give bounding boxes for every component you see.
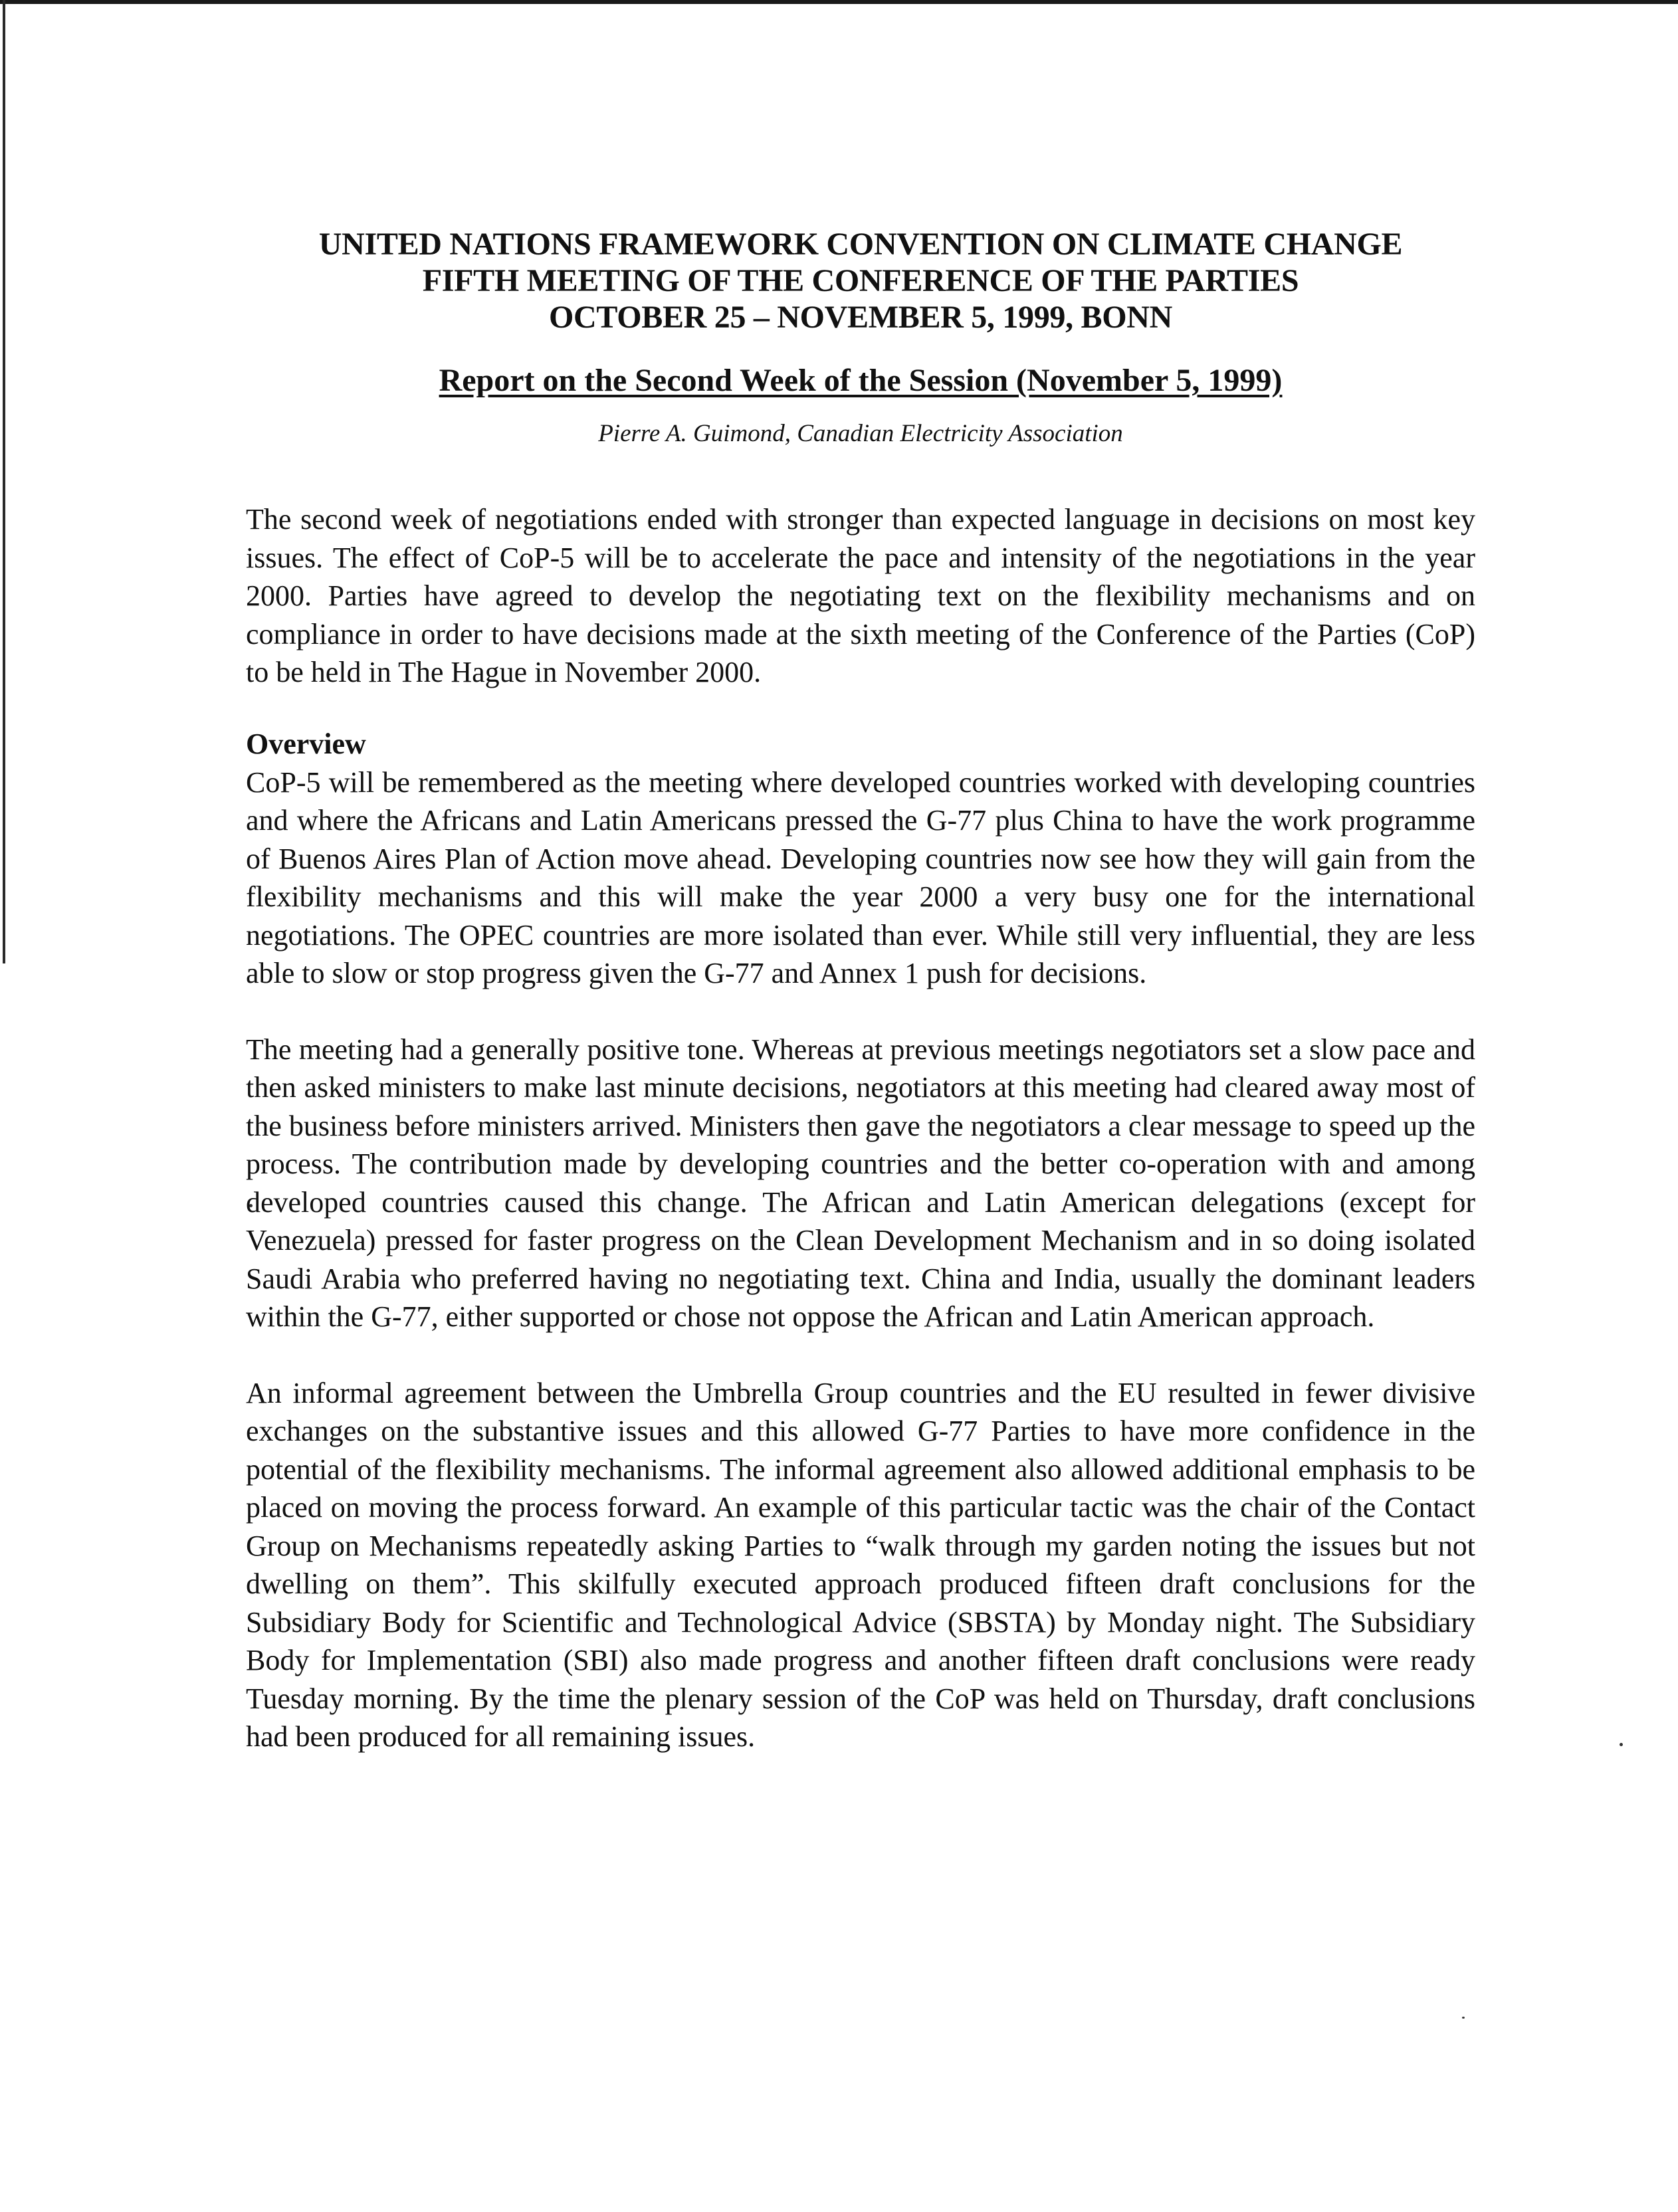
scan-speck — [1462, 2017, 1465, 2019]
document-header — [246, 226, 1475, 336]
paragraph-overview: CoP-5 will be remembered as the meeting where developed countries worked with developing countries and where the Africans and Latin Americans pressed the G-77 plus China to have the work programme of Buenos Aires Plan of Action move ahead. Developing countries now see how they will gain from the flexibility mechanisms and this will make the year 2000 a very busy one for the international negotiations. The OPEC countries are more isolated than ever. While still very influential, they are less able to slow or stop progress given the G-77 and Annex 1 push for decisions. — [246, 765, 1475, 989]
document-page — [246, 226, 1475, 1756]
scan-edge-left — [3, 0, 5, 963]
paragraph-intro: The second week of negotiations ended with stronger than expected language in decisions on most key issues. The effect of CoP-5 will be to accelerate the pace and intensity of the negotiations in the year 2000. Parties have agreed to develop the negotiating text on the flexibility mechanisms and on compliance in order to have decisions made at the sixth meeting of the Conference of the Parties (CoP) to be held in The Hague in November 2000. — [246, 503, 1475, 688]
document-body — [246, 500, 1475, 1756]
author-byline: Pierre A. Guimond, Canadian Electricity Association — [598, 420, 1123, 447]
paragraph-agreement: An informal agreement between the Umbrella Group countries and the EU resulted in fewer divisive exchanges on the substantive issues and this allowed G-77 Parties to have more confidence in the potential of the flexibility mechanisms. The informal agreement also allowed additional emphasis to be placed on moving the process forward. An example of this particular tactic was the chair of the Contact Group on Mechanisms repeatedly asking Parties to “walk through my garden noting the issues but not dwelling on them”. This skilfully executed approach produced fifteen draft conclusions for the Subsidiary Body for Scientific and Technological Advice (SBSTA) by Monday night. The Subsidiary Body for Implementation (SBI) also made progress and another fifteen draft conclusions were ready Tuesday morning. By the time the plenary session of the CoP was held on Thursday, draft conclusions had been produced for all remaining issues. — [246, 1376, 1475, 1753]
report-title: Report on the Second Week of the Session (November 5, 1999) — [439, 363, 1283, 398]
header-line-meeting: FIFTH MEETING OF THE CONFERENCE OF THE PARTIES — [422, 263, 1299, 298]
header-line-convention: UNITED NATIONS FRAMEWORK CONVENTION ON CLIMATE CHANGE — [318, 227, 1403, 262]
section-heading-overview: Overview — [246, 727, 366, 760]
header-line-dates: OCTOBER 25 – NOVEMBER 5, 1999, BONN — [548, 300, 1173, 335]
paragraph-tone: The meeting had a generally positive tone. Whereas at previous meetings negotiators set a slow pace and then asked ministers to make last minute decisions, negotiators at this meeting had cleared away most of the business before ministers arrived. Ministers then gave the negotiators a clear message to speed up the process. The contribution made by developing countries and the better co-operation with and among developed countries caused this change. The African and Latin American delegations (except for Venezuela) pressed for faster progress on the Clean Development Mechanism and in so doing isolated Saudi Arabia who preferred having no negotiating text. China and India, usually the dominant leaders within the G-77, either supported or chose not oppose the African and Latin American approach. — [246, 1033, 1475, 1333]
scan-edge-top — [0, 0, 1678, 4]
scan-speck — [1620, 1743, 1623, 1746]
